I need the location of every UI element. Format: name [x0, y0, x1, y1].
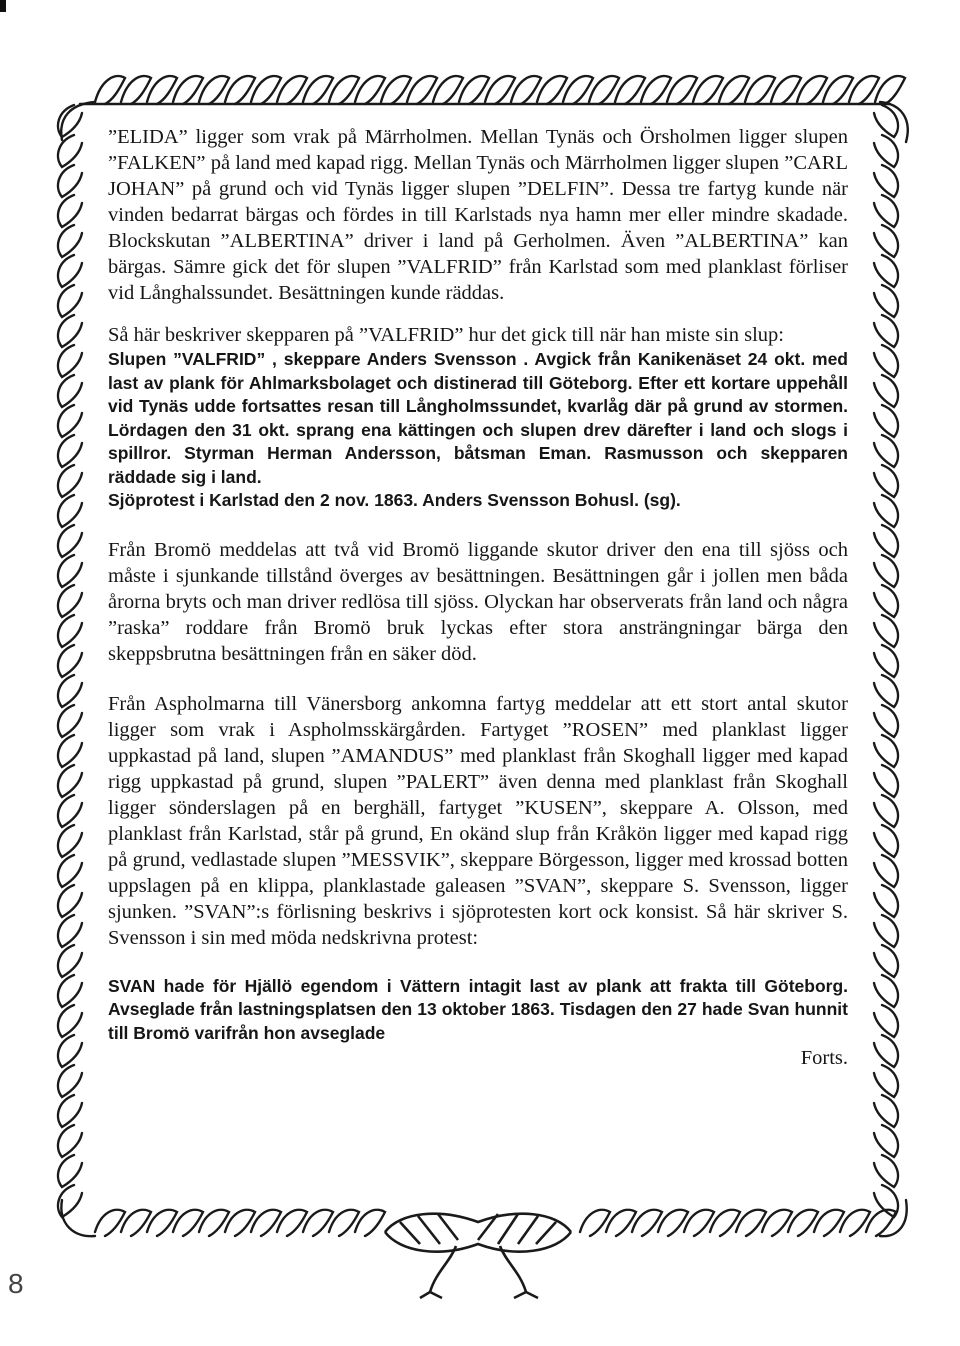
- rope-strand: [874, 885, 898, 917]
- rope-strand: [874, 1095, 898, 1127]
- rope-strand: [58, 285, 82, 317]
- rope-strand: [58, 255, 82, 287]
- rope-strand: [874, 825, 898, 857]
- rope-strand: [58, 1065, 82, 1097]
- rope-strand: [874, 405, 898, 437]
- rope-strand: [58, 585, 82, 617]
- rope-strand: [58, 375, 82, 407]
- rope-strand: [874, 495, 898, 527]
- rope-strand: [58, 705, 82, 737]
- rope-knot-ornament: [385, 1214, 571, 1298]
- rope-strand: [874, 225, 898, 257]
- rope-strand: [874, 255, 898, 287]
- rope-strand: [866, 1210, 896, 1236]
- page-number: 8: [8, 1268, 24, 1299]
- rope-strand: [58, 1035, 82, 1067]
- rope-strand: [58, 465, 82, 497]
- rope-strand: [874, 555, 898, 587]
- rope-strand: [874, 855, 898, 887]
- valfrid-signature: Sjöprotest i Karlstad den 2 nov. 1863. Anders Svensson Bohusl. (sg).: [108, 490, 681, 510]
- rope-strand: [874, 675, 898, 707]
- rope-strand: [58, 435, 82, 467]
- article-body: [108, 124, 848, 1071]
- rope-strand: [61, 1200, 95, 1236]
- rope-strand: [874, 105, 898, 137]
- rope-strand: [874, 1155, 898, 1187]
- rope-strand: [58, 345, 82, 377]
- rope-strand: [58, 945, 82, 977]
- continued-label: Forts.: [800, 1047, 848, 1069]
- rope-strand: [874, 735, 898, 767]
- rope-strand: [874, 795, 898, 827]
- rope-strand: [874, 135, 898, 167]
- rope-strand: [58, 1155, 82, 1187]
- rope-strand: [58, 765, 82, 797]
- rope-strand: [58, 975, 82, 1007]
- rope-strand: [58, 885, 82, 917]
- rope-strand: [874, 285, 898, 317]
- aspholmarna-paragraph: Från Aspholmarna till Vänersborg ankomna fartyg meddelar att ett stort antal skutor ligger som vrak i Aspholmsskärgården. Fartyget ”ROSEN” med planklast ligger uppkastad på land, slupen ”AMANDUS” med planklast från Skoghall ligger med kapad rigg uppkastad på grund, slupen ”PALERT” även denna med planklast från Skoghall ligger sönderslagen på en berghäll, fartyget ”KUSEN”, skeppare A. Olsson, med planklast från Karlstad, står på grund, En okänd slup från Kråkön ligger med kapad rigg på grund, vedlastade slupen ”MESSVIK”, skeppare Börgesson, ligger med krossad botten uppslagen på en klippa, planklastade galeasen ”SVAN”, skeppare S. Svensson, ligger sjunken. ”SVAN”:s förlisning beskrivs i sjöprotesten kort ock konsist. Så här skriver S. Svensson i sin med möda nedskrivna protest:: [108, 692, 848, 949]
- rope-strand: [58, 525, 82, 557]
- bromo-paragraph: Från Bromö meddelas att två vid Bromö liggande skutor driver den ena till sjöss och måste i sjunkande tillstånd överges av besättningen. Besättningen går i jollen men båda årorna bryts och man driver redlösa till sjöss. Olyckan har observerats från land och några ”raska” roddare från Bromö bruk lyckas efter stora ansträngningar bärga den skeppsbrutna besättningen från en säker död.: [108, 538, 848, 665]
- rope-strand: [874, 165, 898, 197]
- rope-strand: [874, 585, 898, 617]
- rope-strand: [874, 765, 898, 797]
- rope-strand: [874, 525, 898, 557]
- rope-strand: [874, 1125, 898, 1157]
- intro-paragraph: ”ELIDA” ligger som vrak på Märrholmen. Mellan Tynäs och Örsholmen ligger slupen ”FALKEN” på land med kapad rigg. Mellan Tynäs och Märrholmen ligger slupen ”CARL JOHAN” på grund och vid Tynäs ligger slupen ”DELFIN”. Dessa tre fartyg kunde när vinden bedarrat bärgas och fördes in till Karlstads nya hamn mer eller mindre skadade. Blockskutan ”ALBERTINA” driver i land på Gerholmen. Även ”ALBERTINA” kan bärgas. Sämre gick det för slupen ”VALFRID” från Karlstad som med planklast förliser vid Långhalssundet. Besättningen kunde räddas.: [108, 126, 848, 304]
- rope-strand: [58, 825, 82, 857]
- rope-strand: [58, 855, 82, 887]
- rope-strand: [874, 345, 898, 377]
- rope-strand: [874, 375, 898, 407]
- rope-strand: [874, 1035, 898, 1067]
- rope-strand: [874, 975, 898, 1007]
- rope-strand: [874, 705, 898, 737]
- rope-strand: [58, 495, 82, 527]
- svan-protest: SVAN hade för Hjällö egendom i Vättern intagit last av plank att frakta till Göteborg. Avseglade från lastningsplatsen den 13 oktober 1863. Tisdagen den 27 hade Svan hunnit till Bromö varifrån hon avseglade: [108, 975, 848, 1043]
- rope-strand: [874, 315, 898, 347]
- rope-strand: [874, 435, 898, 467]
- rope-strand: [874, 1065, 898, 1097]
- rope-strand: [874, 615, 898, 647]
- skipper-intro: Så här beskriver skepparen på ”VALFRID” hur det gick till när han miste sin slup:: [108, 324, 784, 346]
- rope-strand: [58, 315, 82, 347]
- rope-strand: [58, 795, 82, 827]
- rope-strand: [58, 555, 82, 587]
- rope-strand: [874, 945, 898, 977]
- rope-strand: [58, 405, 82, 437]
- rope-strand: [58, 165, 82, 197]
- rope-strand: [58, 195, 82, 227]
- valfrid-protest: Slupen ”VALFRID” , skeppare Anders Svensson . Avgick från Kanikenäset 24 okt. med last av plank för Ahlmarksbolaget och distinerad till Göteborg. Efter ett kortare uppehåll vid Tynäs udde fortsattes resan till Långholmssundet, kvarlåg där på grund av stormen. Lördagen den 31 okt. sprang ena kättingen och slupen drev därefter i land och slogs i spillror. Styrman Herman Andersson, båtsman Eman. Rasmusson och skepparen räddade sig i land.: [108, 349, 848, 487]
- rope-strand: [58, 675, 82, 707]
- rope-strand: [58, 735, 82, 767]
- rope-strand: [874, 915, 898, 947]
- rope-strand: [58, 1125, 82, 1157]
- rope-strand: [874, 465, 898, 497]
- rope-strand: [58, 645, 82, 677]
- rope-strand: [875, 76, 905, 104]
- rope-strand: [58, 1095, 82, 1127]
- rope-strand: [58, 1005, 82, 1037]
- rope-strand: [58, 915, 82, 947]
- rope-strand: [874, 645, 898, 677]
- rope-strand: [874, 1005, 898, 1037]
- rope-strand: [874, 195, 898, 227]
- rope-strand: [58, 225, 82, 257]
- rope-strand: [355, 1210, 385, 1236]
- rope-strand: [58, 615, 82, 647]
